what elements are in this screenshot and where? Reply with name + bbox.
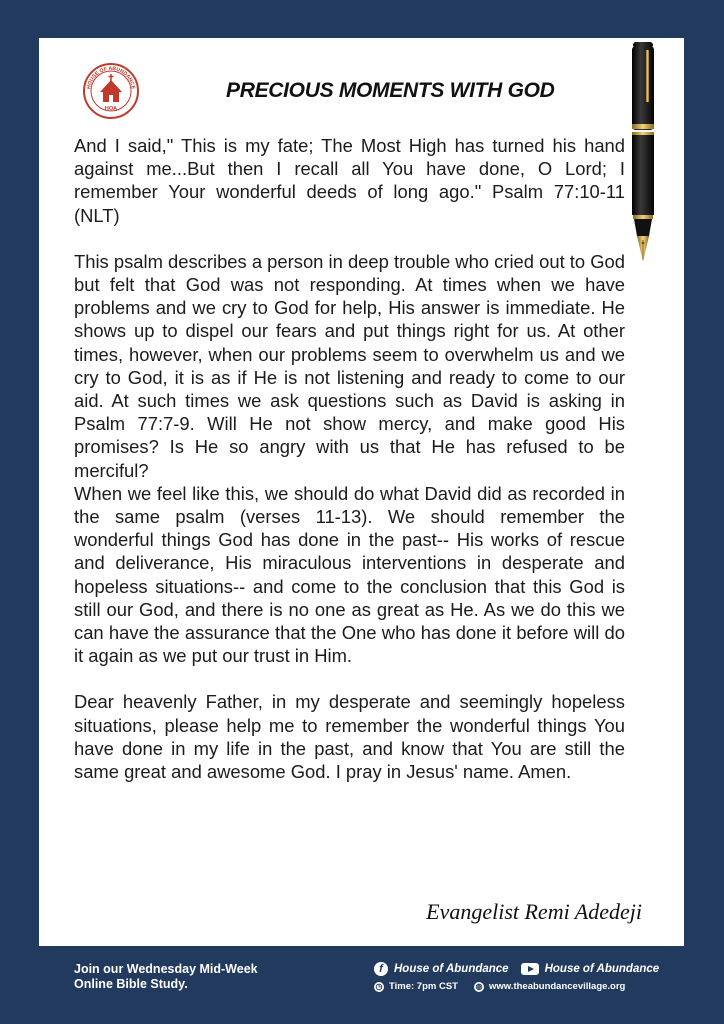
meeting-time: Time: 7pm CST bbox=[389, 981, 458, 992]
youtube-link[interactable]: House of Abundance bbox=[544, 963, 660, 975]
facebook-icon: f bbox=[374, 962, 388, 976]
page-title: PRECIOUS MOMENTS WITH GOD bbox=[226, 79, 555, 102]
facebook-link[interactable]: House of Abundance bbox=[394, 963, 509, 975]
logo-text: HOUSE OF ABUNDANCE bbox=[86, 65, 136, 90]
bible-study-invite bbox=[74, 962, 258, 992]
paragraph-2: When we feel like this, we should do what David did as recorded in the same psalm (verses 11-13). We should remember the wonderful things God has done in the past-- His works of rescue and deliverance, His miraculous interventions in desperate and hopeless situations-- and come to the conclusion that this God is still our God, and there is no one as great as He. As we do this we can have the assurance that the One who has done it before will do it again as we put our trust in Him. bbox=[74, 482, 625, 667]
scripture-quote: And I said," This is my fate; The Most High has turned his hand against me...But then I recall all You have done, O Lord; I remember Your wonderful deeds of long ago." Psalm 77:10-11 (NLT) bbox=[74, 135, 625, 226]
paragraph-1: This psalm describes a person in deep trouble who cried out to God but felt that God was not responding. At times when we have problems and we cry to God for help, His answer is immediate. He shows up to dispel our fears and put things right for us. At other times, however, when our problems seem to overwhelm us and we cry to God, it is as if He is not listening and ready to come to our aid. At such times we ask questions such as David is asking in Psalm 77:7-9. Will He not show mercy, and make good His promises? Is He so angry with us that He has refused to be merciful? bbox=[74, 250, 626, 481]
invite-line-2: Online Bible Study. bbox=[74, 977, 188, 991]
invite-line-1: Join our Wednesday Mid-Week bbox=[74, 962, 258, 976]
youtube-icon bbox=[521, 963, 539, 975]
globe-icon: ◍ bbox=[475, 981, 483, 991]
devotional-body bbox=[74, 134, 625, 783]
logo-abbr: HOA bbox=[104, 106, 118, 112]
website-link[interactable]: www.theabundancevillage.org bbox=[488, 981, 626, 992]
fountain-pen-icon bbox=[622, 36, 664, 268]
clock-icon: ◷ bbox=[375, 981, 383, 991]
author-signature: Evangelist Remi Adedeji bbox=[426, 899, 642, 924]
social-links bbox=[374, 962, 659, 992]
logo-emblem bbox=[82, 62, 140, 120]
prayer: Dear heavenly Father, in my desperate and seemingly hopeless situations, please help me to remember the wonderful things You have done in my life in the past, and know that You are still the same great and awesome God. I pray in Jesus' name. Amen. bbox=[74, 691, 625, 783]
